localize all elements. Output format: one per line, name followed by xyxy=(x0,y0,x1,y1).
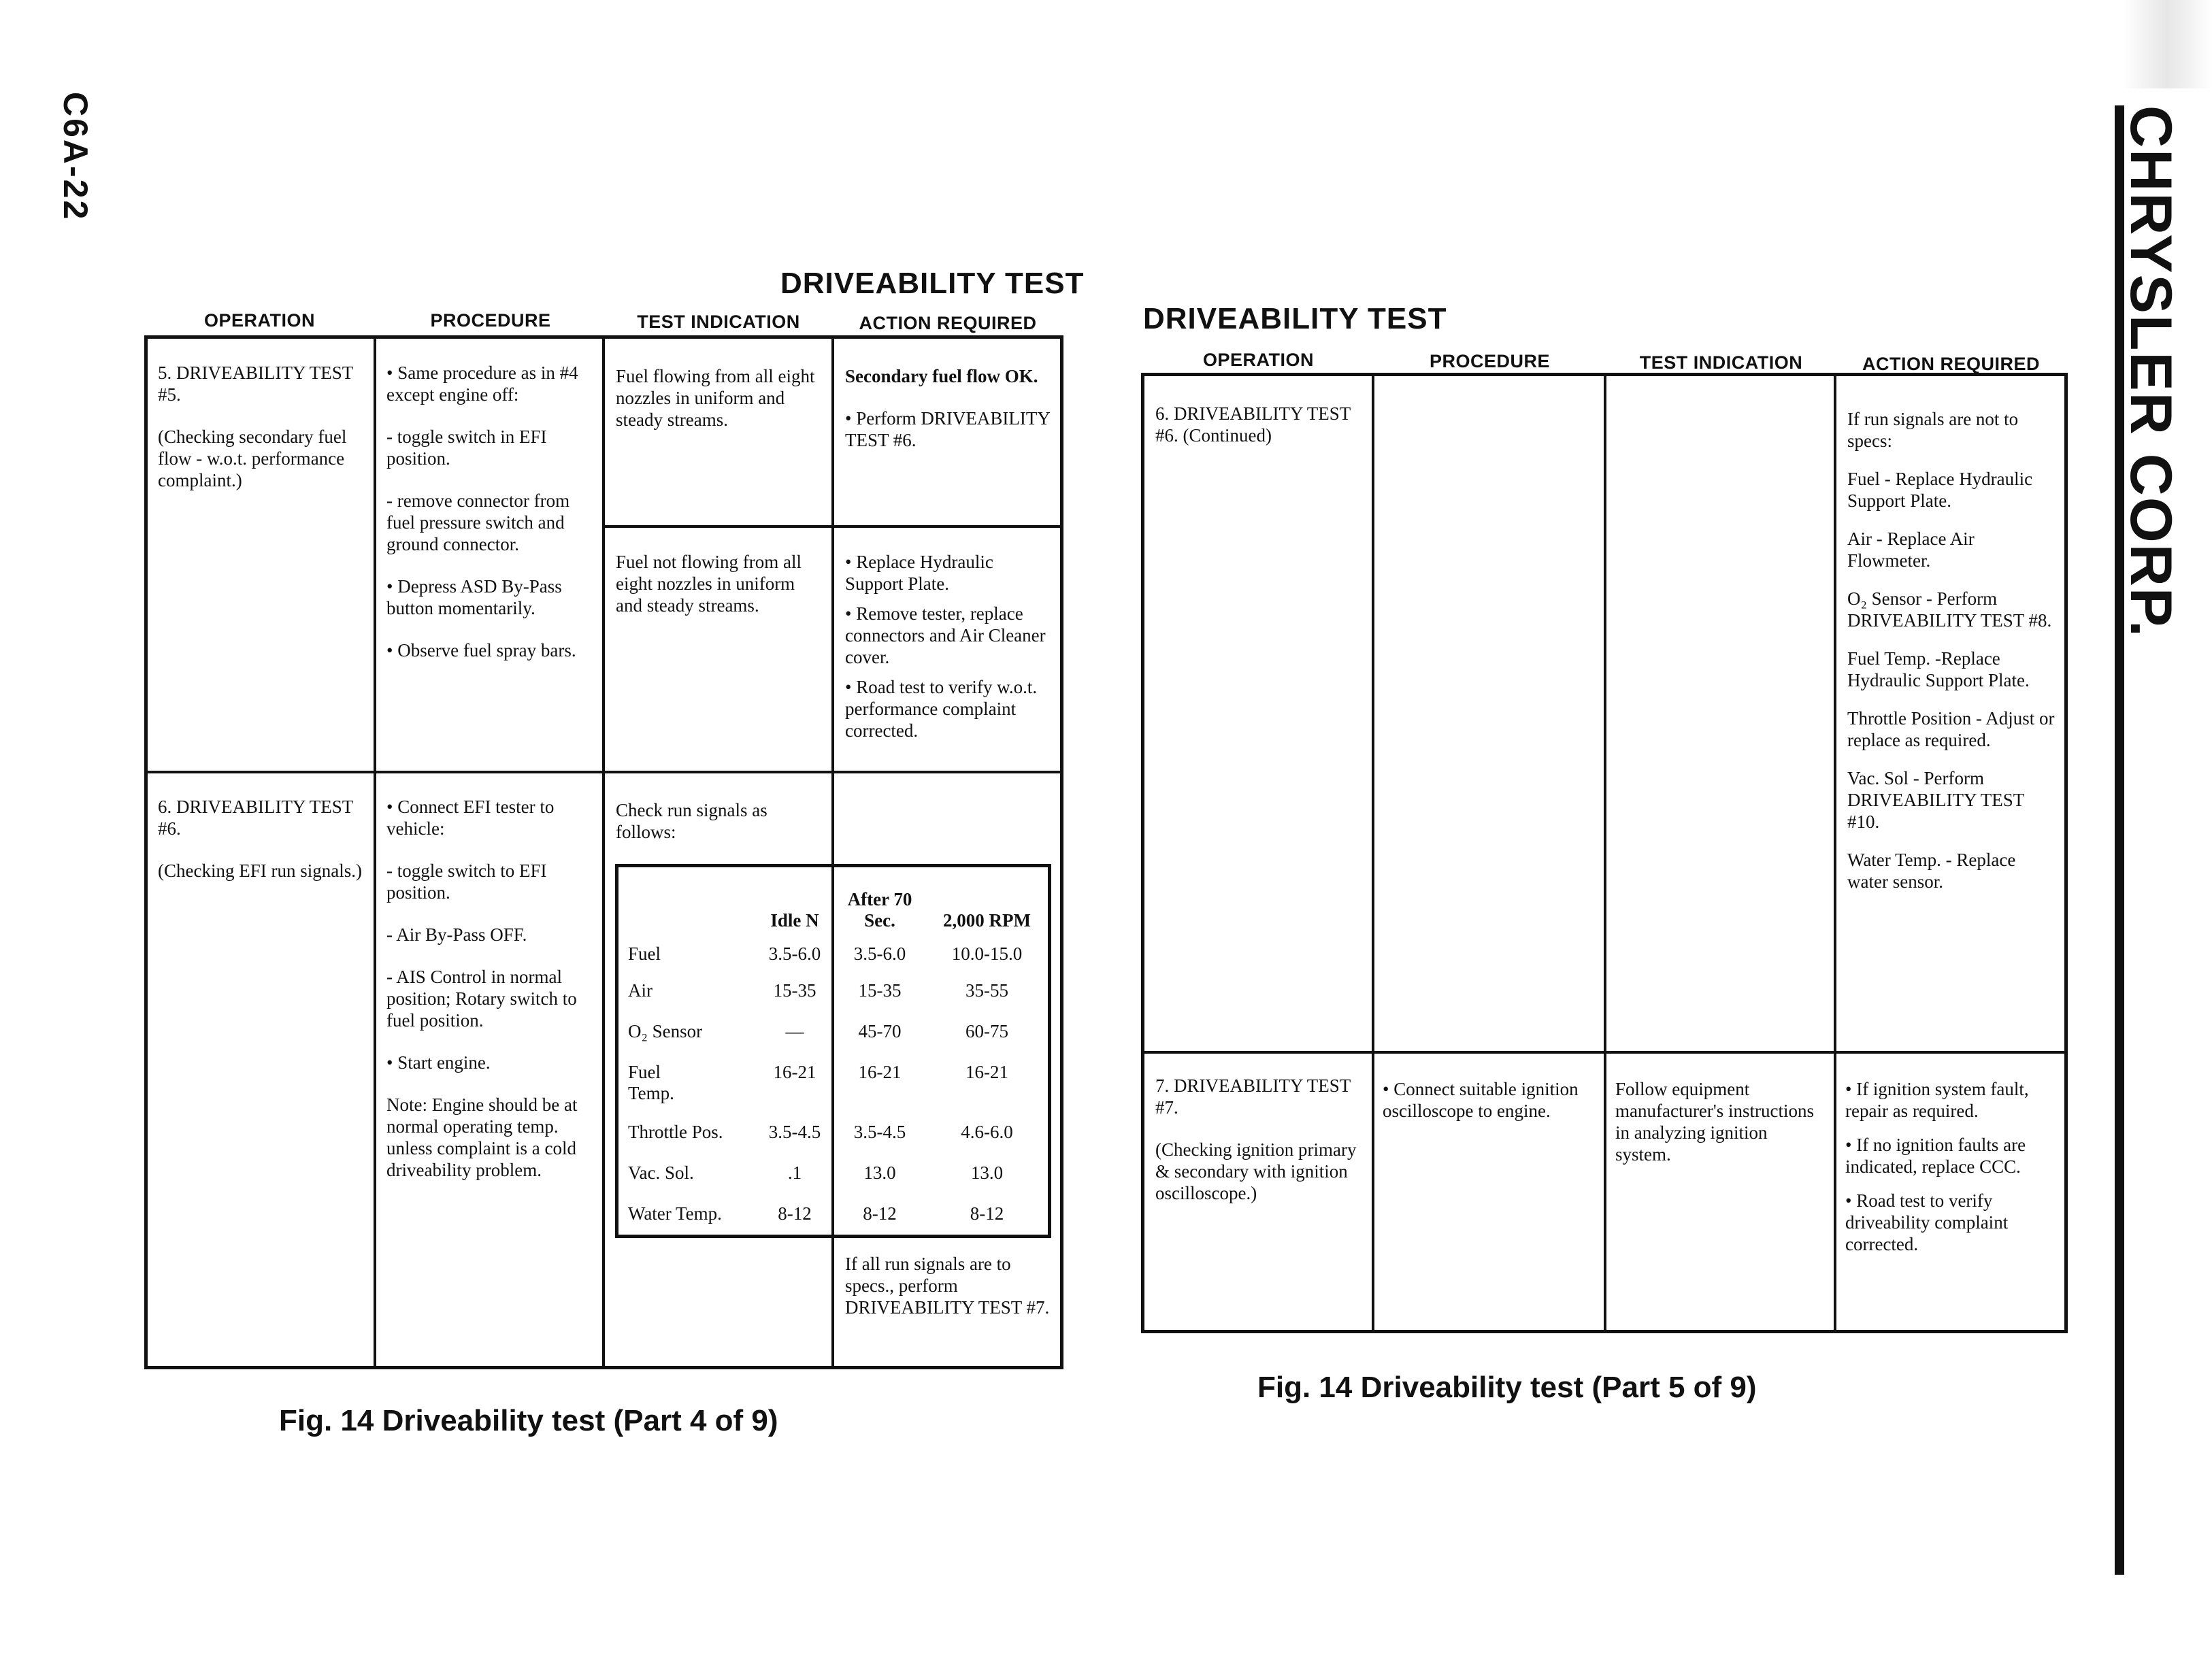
page-edge-shadow xyxy=(2123,0,2212,88)
signal-name: Vac. Sol. xyxy=(628,1163,694,1183)
right-row6-action-2: Fuel - Replace Hydraulic Support Plate. xyxy=(1847,469,2033,511)
right-row6-action-5: Fuel Temp. -Replace Hydraulic Support Plate. xyxy=(1847,648,2030,690)
row5-action-ok xyxy=(845,365,1053,471)
left-row-divider xyxy=(144,771,1063,773)
signal-idle: — xyxy=(785,1021,804,1041)
signal-after: 3.5-4.5 xyxy=(853,1122,906,1142)
right-row7-procedure: • Connect suitable ignition oscilloscope to engine. xyxy=(1383,1079,1579,1121)
signal-rpm: 13.0 xyxy=(970,1163,1004,1183)
left-title: DRIVEABILITY TEST xyxy=(780,267,1085,300)
right-row6-action-4: O₂ Sensor - Perform DRIVEABILITY TEST #8. xyxy=(1847,588,2052,631)
signal-after: 13.0 xyxy=(863,1163,896,1183)
right-row7-operation-title: 7. DRIVEABILITY TEST #7. xyxy=(1155,1075,1351,1118)
row6-procedure xyxy=(386,796,594,1201)
row6-procedure-note: Note: Engine should be at normal operating temp. unless complaint is a cold driveability problem. xyxy=(386,1094,578,1180)
signal-after: 16-21 xyxy=(858,1062,902,1082)
signal-name: Water Temp. xyxy=(628,1203,722,1224)
right-row7-action xyxy=(1845,1078,2060,1275)
signal-after: 3.5-6.0 xyxy=(853,943,906,964)
signal-rpm: 60-75 xyxy=(965,1021,1008,1041)
right-row6-action-8: Water Temp. - Replace water sensor. xyxy=(1847,850,2016,892)
row5-action-fail-3: • Road test to verify w.o.t. performance complaint corrected. xyxy=(845,677,1038,741)
signal-name: Air xyxy=(628,980,653,1001)
right-header-procedure: PROCEDURE xyxy=(1429,351,1551,371)
signal-idle: 16-21 xyxy=(773,1062,816,1082)
signal-col-after: After 70 Sec. xyxy=(847,889,912,931)
right-row7-operation xyxy=(1155,1075,1359,1224)
signal-after: 45-70 xyxy=(858,1021,902,1041)
right-row6-operation: 6. DRIVEABILITY TEST #6. (Continued) xyxy=(1155,403,1351,446)
right-row7-indication: Follow equipment manufacturer's instructions in analyzing ignition system. xyxy=(1615,1079,1815,1165)
row5-indication-ok: Fuel flowing from all eight nozzles in uniform and steady streams. xyxy=(616,366,815,430)
row5-action-fail-1: • Replace Hydraulic Support Plate. xyxy=(845,552,993,594)
row6-procedure-step-5: • Start engine. xyxy=(386,1052,491,1073)
signal-rpm: 16-21 xyxy=(965,1062,1008,1082)
signal-name: O₂ Sensor xyxy=(628,1021,703,1041)
row6-procedure-step-2: - toggle switch to EFI position. xyxy=(386,860,547,903)
signal-idle: 8-12 xyxy=(778,1203,812,1224)
left-col-divider-2 xyxy=(602,335,605,1369)
left-caption-clip xyxy=(279,1404,932,1437)
signal-name: Throttle Pos. xyxy=(628,1122,723,1142)
run-signal-table xyxy=(615,864,1051,1238)
right-row6-action-7: Vac. Sol - Perform DRIVEABILITY TEST #10. xyxy=(1847,768,2024,832)
signal-col-rpm: 2,000 RPM xyxy=(943,910,1031,931)
signal-after: 15-35 xyxy=(858,980,902,1001)
right-row6-action-1: If run signals are not to specs: xyxy=(1847,409,2019,451)
signal-col-idle: Idle N xyxy=(770,910,819,931)
row6-procedure-step-3: - Air By-Pass OFF. xyxy=(386,924,527,945)
right-row7-action-3: • Road test to verify driveability complaint corrected. xyxy=(1845,1190,2009,1254)
right-header-test-indication: TEST INDICATION xyxy=(1639,352,1803,373)
run-signal-grid xyxy=(628,877,1046,1236)
right-row7-action-1: • If ignition system fault, repair as required. xyxy=(1845,1079,2029,1121)
left-indication-divider xyxy=(602,525,1063,528)
row5-procedure xyxy=(386,362,594,682)
right-row-divider xyxy=(1141,1051,2068,1054)
right-caption: Fig. 14 Driveability test (Part 5 of 9) xyxy=(1257,1371,1757,1404)
table-row xyxy=(628,1114,1046,1154)
left-caption: Fig. 14 Driveability test (Part 4 of 9) xyxy=(279,1404,778,1437)
row6-indication: Check run signals as follows: xyxy=(616,800,767,842)
signal-idle: 3.5-6.0 xyxy=(768,943,821,964)
row5-procedure-step-1: • Same procedure as in #4 except engine off: xyxy=(386,363,578,405)
row5-action-fail xyxy=(845,551,1053,762)
table-row xyxy=(628,972,1046,1013)
right-row6-action xyxy=(1847,408,2058,913)
left-header-action-required: ACTION REQUIRED xyxy=(859,313,1037,333)
left-col-divider-3b xyxy=(831,1238,834,1369)
table-row xyxy=(628,1195,1046,1236)
table-row xyxy=(628,931,1046,972)
signal-name-text: Fuel Temp. xyxy=(628,1062,674,1103)
signal-idle: 15-35 xyxy=(773,980,816,1001)
row5-action-fail-2: • Remove tester, replace connectors and Air Cleaner cover. xyxy=(845,603,1046,667)
row5-procedure-step-4: • Depress ASD By-Pass button momentarily. xyxy=(386,576,562,618)
right-header-operation: OPERATION xyxy=(1202,350,1314,370)
signal-idle: .1 xyxy=(787,1163,802,1183)
row6-procedure-step-4: - AIS Control in normal position; Rotary switch to fuel position. xyxy=(386,967,577,1031)
signal-rpm: 4.6-6.0 xyxy=(961,1122,1013,1142)
right-col-divider-3 xyxy=(1834,373,1836,1333)
brand-label: CHRYSLER CORP. xyxy=(2118,105,2183,639)
right-row7-operation-note: (Checking ignition primary & secondary with ignition oscilloscope.) xyxy=(1155,1139,1357,1203)
right-row7-action-2: • If no ignition faults are indicated, replace CCC. xyxy=(1845,1135,2026,1177)
table-row xyxy=(628,1013,1046,1054)
signal-rpm: 8-12 xyxy=(970,1203,1004,1224)
left-header-procedure: PROCEDURE xyxy=(430,310,551,331)
right-row6-action-3: Air - Replace Air Flowmeter. xyxy=(1847,529,1975,571)
right-col-divider-1 xyxy=(1372,373,1374,1333)
row5-action-ok-next: • Perform DRIVEABILITY TEST #6. xyxy=(845,408,1050,450)
left-col-divider-1 xyxy=(374,335,376,1369)
left-header-operation: OPERATION xyxy=(203,310,315,331)
row6-procedure-step-1: • Connect EFI tester to vehicle: xyxy=(386,797,555,839)
row6-action: If all run signals are to specs., perform DRIVEABILITY TEST #7. xyxy=(845,1254,1050,1318)
table-row xyxy=(628,1154,1046,1195)
table-row xyxy=(628,1054,1046,1114)
right-header-action-required: ACTION REQUIRED xyxy=(1862,354,2040,374)
row5-procedure-step-5: • Observe fuel spray bars. xyxy=(386,640,576,661)
row5-indication-fail: Fuel not flowing from all eight nozzles in uniform and steady streams. xyxy=(616,552,802,616)
row6-operation-note: (Checking EFI run signals.) xyxy=(158,860,362,881)
row5-action-ok-status: Secondary fuel flow OK. xyxy=(845,366,1038,386)
row5-operation xyxy=(158,362,362,512)
row5-operation-title: 5. DRIVEABILITY TEST #5. xyxy=(158,363,353,405)
row5-procedure-step-3: - remove connector from fuel pressure switch and ground connector. xyxy=(386,490,570,554)
signal-rpm: 10.0-15.0 xyxy=(951,943,1023,964)
row6-operation xyxy=(158,796,362,902)
signal-rpm: 35-55 xyxy=(965,980,1008,1001)
row6-operation-title: 6. DRIVEABILITY TEST #6. xyxy=(158,797,353,839)
row5-procedure-step-2: - toggle switch in EFI position. xyxy=(386,427,547,469)
row5-operation-note: (Checking secondary fuel flow - w.o.t. performance complaint.) xyxy=(158,427,347,490)
left-header-test-indication: TEST INDICATION xyxy=(637,312,800,332)
signal-name xyxy=(628,1054,757,1114)
right-col-divider-2 xyxy=(1604,373,1606,1333)
right-row6-action-6: Throttle Position - Adjust or replace as required. xyxy=(1847,708,2055,750)
signal-name: Fuel xyxy=(628,943,661,964)
right-title: DRIVEABILITY TEST xyxy=(1143,302,1447,335)
signal-idle: 3.5-4.5 xyxy=(768,1122,821,1142)
page-number: C6A-22 xyxy=(56,92,95,222)
signal-after: 8-12 xyxy=(863,1203,897,1224)
